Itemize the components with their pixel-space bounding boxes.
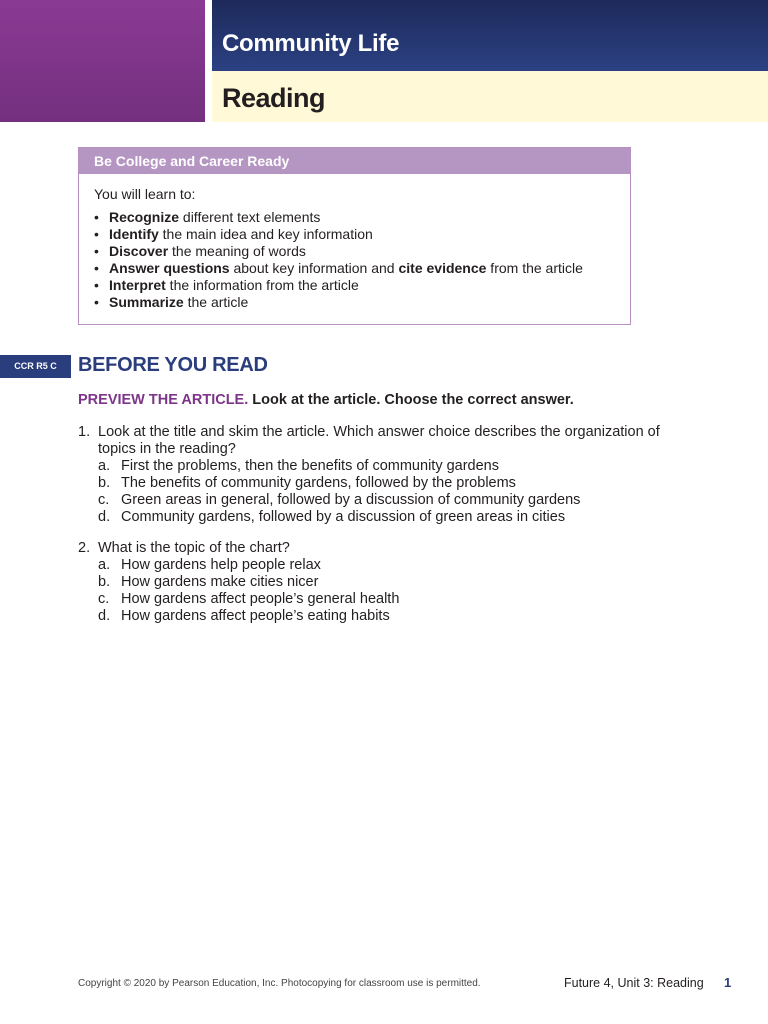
preview-label: PREVIEW THE ARTICLE. xyxy=(78,392,249,408)
goal-keyword: Answer questions xyxy=(109,260,230,276)
ready-box-intro: You will learn to: xyxy=(94,186,196,202)
learning-goal-item xyxy=(94,243,583,260)
option-letter: d. xyxy=(98,509,111,525)
question-number: 2. xyxy=(78,540,91,556)
option-letter: a. xyxy=(98,458,111,474)
goal-keyword: Recognize xyxy=(109,209,180,225)
goal-text: the meaning of words xyxy=(168,243,306,259)
bullet-icon: • xyxy=(94,226,99,242)
standard-tag: CCR R5 C xyxy=(0,355,71,378)
question-text: What is the topic of the chart? xyxy=(98,540,290,556)
question-text: Look at the title and skim the article. Which answer choice describes the organization of topics in the reading? xyxy=(98,424,660,457)
option-letter: a. xyxy=(98,557,111,573)
bullet-icon: • xyxy=(94,277,99,293)
goal-text: the article xyxy=(183,294,249,310)
goal-text: from the article xyxy=(486,260,583,276)
goal-text: about key information and xyxy=(229,260,399,276)
option-text: How gardens affect people’s general health xyxy=(121,591,400,607)
answer-option[interactable] xyxy=(78,492,698,509)
bullet-icon: • xyxy=(94,243,99,259)
header-brand-panel xyxy=(0,0,205,122)
question-2 xyxy=(78,540,698,625)
option-letter: b. xyxy=(98,574,111,590)
learning-goal-item xyxy=(94,260,583,277)
bullet-icon: • xyxy=(94,209,99,225)
page-reference: Future 4, Unit 3: Reading xyxy=(564,976,704,990)
option-letter: b. xyxy=(98,475,111,491)
bullet-icon: • xyxy=(94,260,99,276)
before-you-read-title: BEFORE YOU READ xyxy=(78,354,268,376)
learning-goal-item xyxy=(94,226,583,243)
answer-option[interactable] xyxy=(78,509,698,526)
preview-text: Look at the article. Choose the correct answer. xyxy=(248,392,574,408)
goal-text: the information from the article xyxy=(165,277,359,293)
answer-option[interactable] xyxy=(78,475,698,492)
option-text: Green areas in general, followed by a discussion of community gardens xyxy=(121,492,581,508)
option-text: The benefits of community gardens, followed by the problems xyxy=(121,475,516,491)
bullet-icon: • xyxy=(94,294,99,310)
copyright-notice: Copyright © 2020 by Pearson Education, Inc. Photocopying for classroom use is permitted. xyxy=(78,978,481,989)
option-letter: d. xyxy=(98,608,111,624)
option-letter: c. xyxy=(98,591,110,607)
option-text: How gardens affect people’s eating habits xyxy=(121,608,390,624)
learning-goal-item xyxy=(94,209,583,226)
answer-option[interactable] xyxy=(78,557,698,574)
question-1 xyxy=(78,424,698,526)
answer-option[interactable] xyxy=(78,591,698,608)
header-divider xyxy=(205,0,212,122)
answer-option[interactable] xyxy=(78,608,698,625)
learning-goals-list xyxy=(94,209,583,311)
option-letter: c. xyxy=(98,492,110,508)
ready-box-heading: Be College and Career Ready xyxy=(79,148,630,174)
topic-title: Community Life xyxy=(222,30,400,57)
goal-keyword: Summarize xyxy=(109,294,184,310)
college-career-ready-box xyxy=(78,147,631,325)
answer-options xyxy=(78,458,698,526)
option-text: How gardens make cities nicer xyxy=(121,574,319,590)
goal-text: different text elements xyxy=(179,209,321,225)
section-title: Reading xyxy=(222,83,326,113)
answer-option[interactable] xyxy=(78,458,698,475)
answer-option[interactable] xyxy=(78,574,698,591)
goal-keyword: Discover xyxy=(109,243,169,259)
learning-goal-item xyxy=(94,294,583,311)
option-text: How gardens help people relax xyxy=(121,557,321,573)
learning-goal-item xyxy=(94,277,583,294)
goal-text: the main idea and key information xyxy=(158,226,373,242)
goal-keyword: cite evidence xyxy=(398,260,487,276)
page-number: 1 xyxy=(724,975,732,990)
preview-instruction xyxy=(78,392,574,408)
goal-keyword: Identify xyxy=(109,226,159,242)
answer-options xyxy=(78,557,698,625)
question-number: 1. xyxy=(78,424,91,440)
option-text: First the problems, then the benefits of community gardens xyxy=(121,458,499,474)
option-text: Community gardens, followed by a discussion of green areas in cities xyxy=(121,509,566,525)
goal-keyword: Interpret xyxy=(109,277,166,293)
